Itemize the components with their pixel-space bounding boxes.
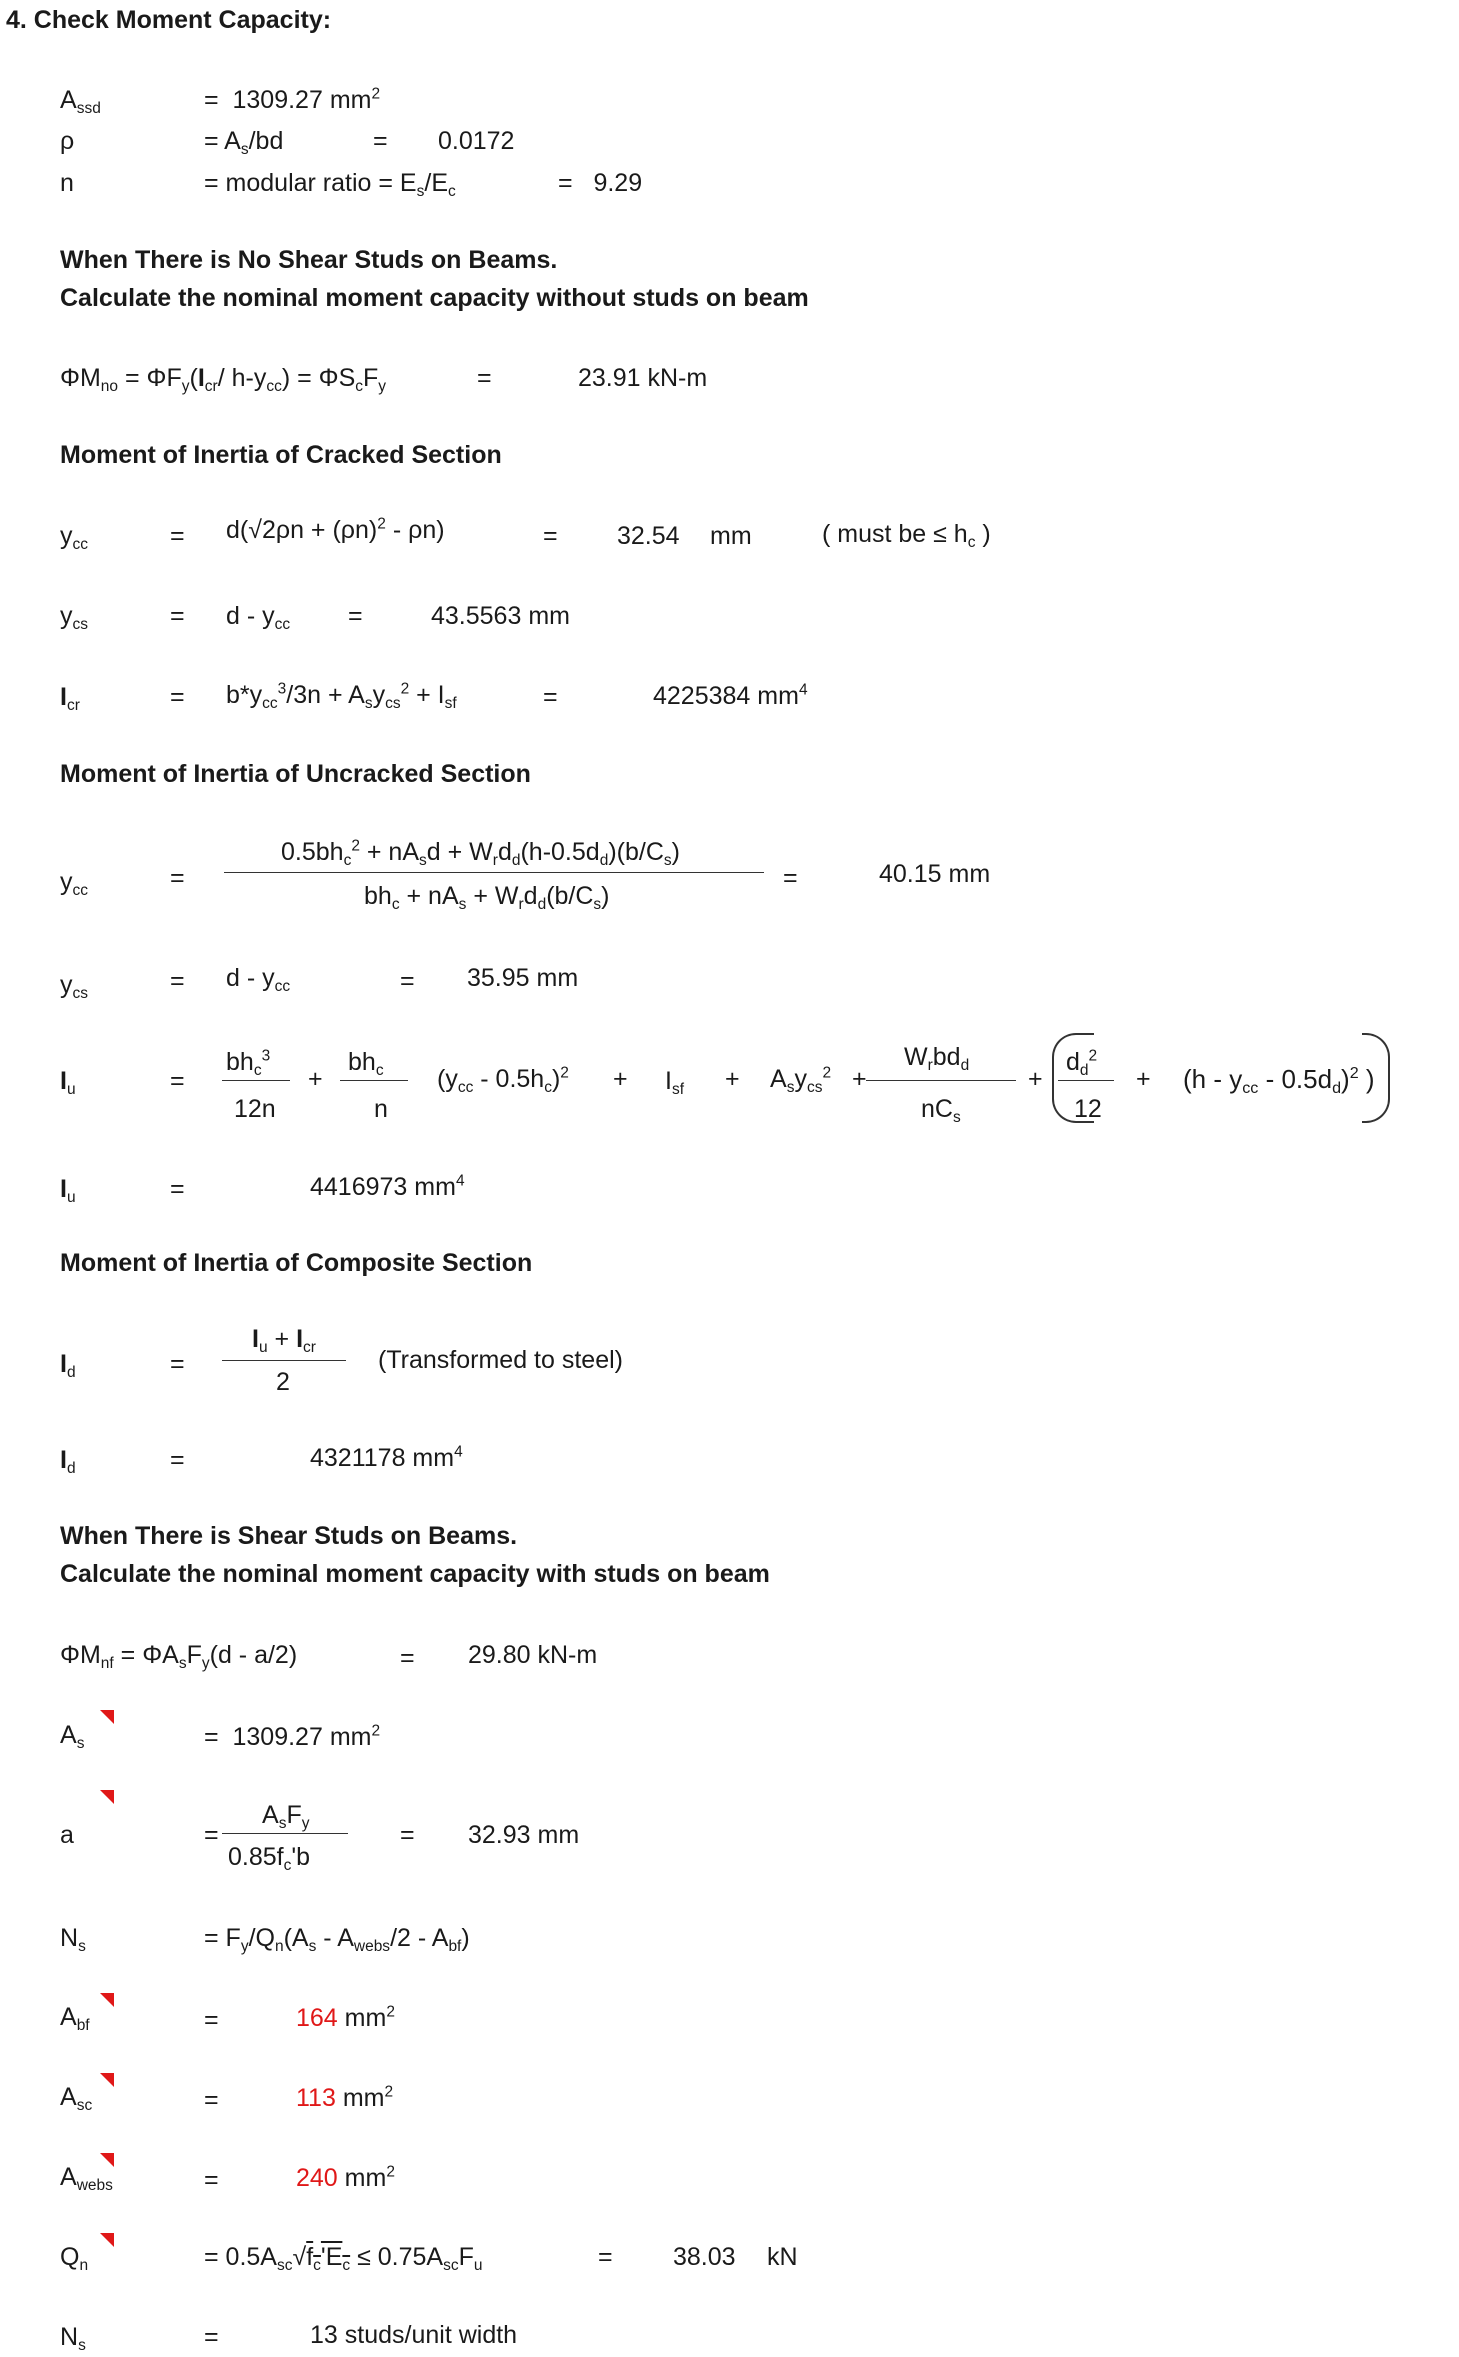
ns-value-symbol: $N_s$ — [60, 2323, 86, 2354]
ycc-uncracked-denominator: $bh_c + nA_s + W_rd_d(b/C_s)$ — [364, 882, 610, 913]
asc-value: 113 $mm^2$ — [296, 2083, 394, 2112]
mnf-equation: $\Phi M_{nf} = \Phi A_sF_y(d - a/2)$ — [60, 1641, 298, 1672]
id-note: (Transformed to steel) — [378, 1346, 623, 1374]
ycc-cracked-value: 32.54 — [617, 522, 680, 550]
assd-symbol: $A_{ssd}$ — [60, 86, 101, 117]
icr-equals-2: = — [543, 683, 558, 711]
rho-formula: = $A_s/bd$ — [204, 127, 284, 158]
iu-term6-numerator: $d_d^2$ — [1066, 1047, 1098, 1079]
qn-value: 38.03 — [673, 2243, 736, 2271]
id-equals: = — [170, 1350, 185, 1378]
iu-plus-4: + — [852, 1065, 867, 1093]
id-value-symbol: $I_d$ — [60, 1446, 76, 1477]
iu-equals: = — [170, 1067, 185, 1095]
ycc-cracked-note: ( must be ≤ $h_c$ ) — [822, 520, 991, 551]
iu-value-symbol: $I_u$ — [60, 1175, 76, 1206]
iu-plus-2: + — [613, 1065, 628, 1093]
iu-term5-denominator: $nC_s$ — [921, 1095, 961, 1126]
section-title: 4. Check Moment Capacity: — [6, 6, 332, 34]
iu-term2-denominator: n — [374, 1095, 388, 1123]
iu-term6-bar — [1058, 1080, 1114, 1081]
icr-formula: $b*y_{cc}^3/3n + A_sy_{cs}^2 + I_{sf}$ — [226, 680, 457, 712]
no-studs-heading: When There is No Shear Studs on Beams. — [60, 246, 558, 274]
assd-value: = 1309.27 $mm^2$ — [204, 85, 381, 114]
mnf-equals: = — [400, 1644, 415, 1672]
iu-term5-bar — [866, 1080, 1016, 1081]
id-value: 4321178 $mm^4$ — [310, 1443, 463, 1472]
ycs-uncracked-equals-2: = — [400, 967, 415, 995]
awebs-equals: = — [204, 2166, 219, 2194]
ycs-cracked-equals-2: = — [348, 602, 363, 630]
ycc-cracked-equals: = — [170, 522, 185, 550]
mno-equation: $\Phi M_{no} = \Phi F_y(I_{cr}/$ $h-y_{cc}) = \Phi S_cF_y$ — [60, 364, 387, 395]
ycs-cracked-formula: d - $y_{cc}$ — [226, 602, 291, 633]
ycc-cracked-unit: mm — [710, 522, 752, 550]
asc-symbol[interactable]: $A_{sc}$ — [60, 2083, 93, 2114]
comment-flag-asc[interactable] — [100, 2073, 114, 2087]
iu-term2-bar — [340, 1080, 408, 1081]
ns-value: 13 studs/unit width — [310, 2321, 518, 2349]
mnf-result: 29.80 kN-m — [468, 1641, 598, 1669]
uncracked-heading: Moment of Inertia of Uncracked Section — [60, 760, 531, 788]
ycc-cracked-formula: $d(√2\rho n + (\rho n)^2 - \rho n)$ — [226, 515, 445, 544]
a-denominator: $0.85f_c'b$ — [228, 1843, 311, 1874]
ycs-uncracked-symbol: $y_{cs}$ — [60, 971, 88, 1002]
iu-value-equals: = — [170, 1175, 185, 1203]
ycc-uncracked-equals-2: = — [783, 864, 798, 892]
cracked-heading: Moment of Inertia of Cracked Section — [60, 441, 502, 469]
a-symbol[interactable]: a — [60, 1821, 74, 1849]
ycc-uncracked-fraction-bar — [224, 872, 764, 873]
ns-formula: = $F_y/Q_n(A_s - A_{webs}/2 - A_{bf})$ — [204, 1924, 470, 1955]
qn-formula: = $0.5A_{sc}√f_c'E_c \le 0.75A_{sc}F_u$ — [204, 2243, 483, 2274]
abf-symbol[interactable]: $A_{bf}$ — [60, 2003, 90, 2034]
iu-isf: $I_{sf}$ — [665, 1067, 685, 1098]
awebs-symbol[interactable]: $A_{webs}$ — [60, 2163, 113, 2194]
mno-equals: = — [477, 364, 492, 392]
comment-flag-qn[interactable] — [100, 2233, 114, 2247]
qn-unit: kN — [767, 2243, 798, 2271]
iu-term2-numerator: $bh_c$ — [348, 1048, 384, 1079]
ns-value-equals: = — [204, 2323, 219, 2351]
id-numerator: $I_u + I_{cr}$ — [252, 1325, 316, 1356]
id-value-equals: = — [170, 1446, 185, 1474]
qn-symbol[interactable]: $Q_n$ — [60, 2243, 89, 2274]
iu-term7: $(h - y_{cc} - 0.5d_d)^2$ ) — [1183, 1064, 1375, 1098]
a-equals-2: = — [400, 1821, 415, 1849]
n-value: = 9.29 — [558, 169, 643, 197]
comment-flag-a[interactable] — [100, 1790, 114, 1804]
id-fraction-bar — [222, 1360, 346, 1361]
iu-plus-1: + — [308, 1065, 323, 1093]
rho-value: 0.0172 — [438, 127, 515, 155]
iu-symbol: $I_u$ — [60, 1067, 76, 1098]
with-studs-subheading: Calculate the nominal moment capacity with studs on beam — [60, 1560, 770, 1588]
comment-flag-awebs[interactable] — [100, 2153, 114, 2167]
iu-asycs: $A_sy_{cs}^2$ — [770, 1064, 832, 1096]
ycc-uncracked-symbol: $y_{cc}$ — [60, 868, 88, 899]
icr-equals: = — [170, 683, 185, 711]
ycc-uncracked-value: 40.15 mm — [879, 860, 991, 888]
ycc-cracked-symbol: $y_{cc}$ — [60, 522, 88, 553]
asc-equals: = — [204, 2086, 219, 2114]
iu-term5-numerator: $W_rbd_d$ — [904, 1043, 970, 1074]
with-studs-heading: When There is Shear Studs on Beams. — [60, 1522, 518, 1550]
iu-term2-paren: $(y_{cc} - 0.5h_c)^2$ — [437, 1064, 569, 1096]
ycs-cracked-symbol: $y_{cs}$ — [60, 602, 88, 633]
ycc-cracked-equals-2: = — [543, 522, 558, 550]
rho-equals: = — [373, 127, 388, 155]
mno-result: 23.91 kN-m — [578, 364, 708, 392]
icr-value: 4225384 $mm^4$ — [653, 681, 808, 710]
rho-symbol: ρ — [60, 127, 75, 155]
iu-plus-5: + — [1028, 1065, 1043, 1093]
ycs-uncracked-equals: = — [170, 967, 185, 995]
iu-right-paren — [1362, 1033, 1390, 1123]
iu-term1-bar — [222, 1080, 290, 1081]
a-value: 32.93 mm — [468, 1821, 580, 1849]
comment-flag-abf[interactable] — [100, 1993, 114, 2007]
iu-term6-denominator: 12 — [1074, 1095, 1102, 1123]
ycs-cracked-value: 43.5563 mm — [431, 602, 570, 630]
id-symbol: $I_d$ — [60, 1350, 76, 1381]
no-studs-subheading: Calculate the nominal moment capacity without studs on beam — [60, 284, 809, 312]
a-equals: = — [204, 1821, 219, 1849]
iu-value: 4416973 $mm^4$ — [310, 1172, 465, 1201]
awebs-value: 240 $mm^2$ — [296, 2163, 395, 2192]
icr-symbol: $I_{cr}$ — [60, 683, 80, 714]
as-value: = 1309.27 $mm^2$ — [204, 1722, 381, 1751]
ycc-uncracked-equals: = — [170, 864, 185, 892]
a-numerator: $A_sF_y$ — [262, 1801, 310, 1832]
n-symbol: n — [60, 169, 74, 197]
qn-equals: = — [598, 2243, 613, 2271]
ns-symbol: $N_s$ — [60, 1924, 86, 1955]
ycc-uncracked-numerator: $0.5bh_c^2 + nA_sd + W_rd_d(h-0.5d_d)(b/C_s)$ — [281, 837, 680, 869]
id-denominator: 2 — [276, 1368, 290, 1396]
composite-heading: Moment of Inertia of Composite Section — [60, 1249, 533, 1277]
comment-flag-as[interactable] — [100, 1710, 114, 1724]
abf-value: 164 $mm^2$ — [296, 2003, 395, 2032]
iu-plus-3: + — [725, 1065, 740, 1093]
ycs-uncracked-value: 35.95 mm — [467, 964, 579, 992]
n-formula: = modular ratio = $E_s/E_c$ — [204, 169, 456, 200]
ycs-uncracked-formula: d - $y_{cc}$ — [226, 964, 291, 995]
iu-term1-numerator: $bh_c^3$ — [226, 1047, 271, 1079]
abf-equals: = — [204, 2006, 219, 2034]
iu-term1-denominator: 12n — [234, 1095, 276, 1123]
as-symbol[interactable]: $A_s$ — [60, 1721, 85, 1752]
a-fraction-bar — [222, 1833, 348, 1834]
ycs-cracked-equals: = — [170, 602, 185, 630]
iu-plus-6: + — [1136, 1065, 1151, 1093]
